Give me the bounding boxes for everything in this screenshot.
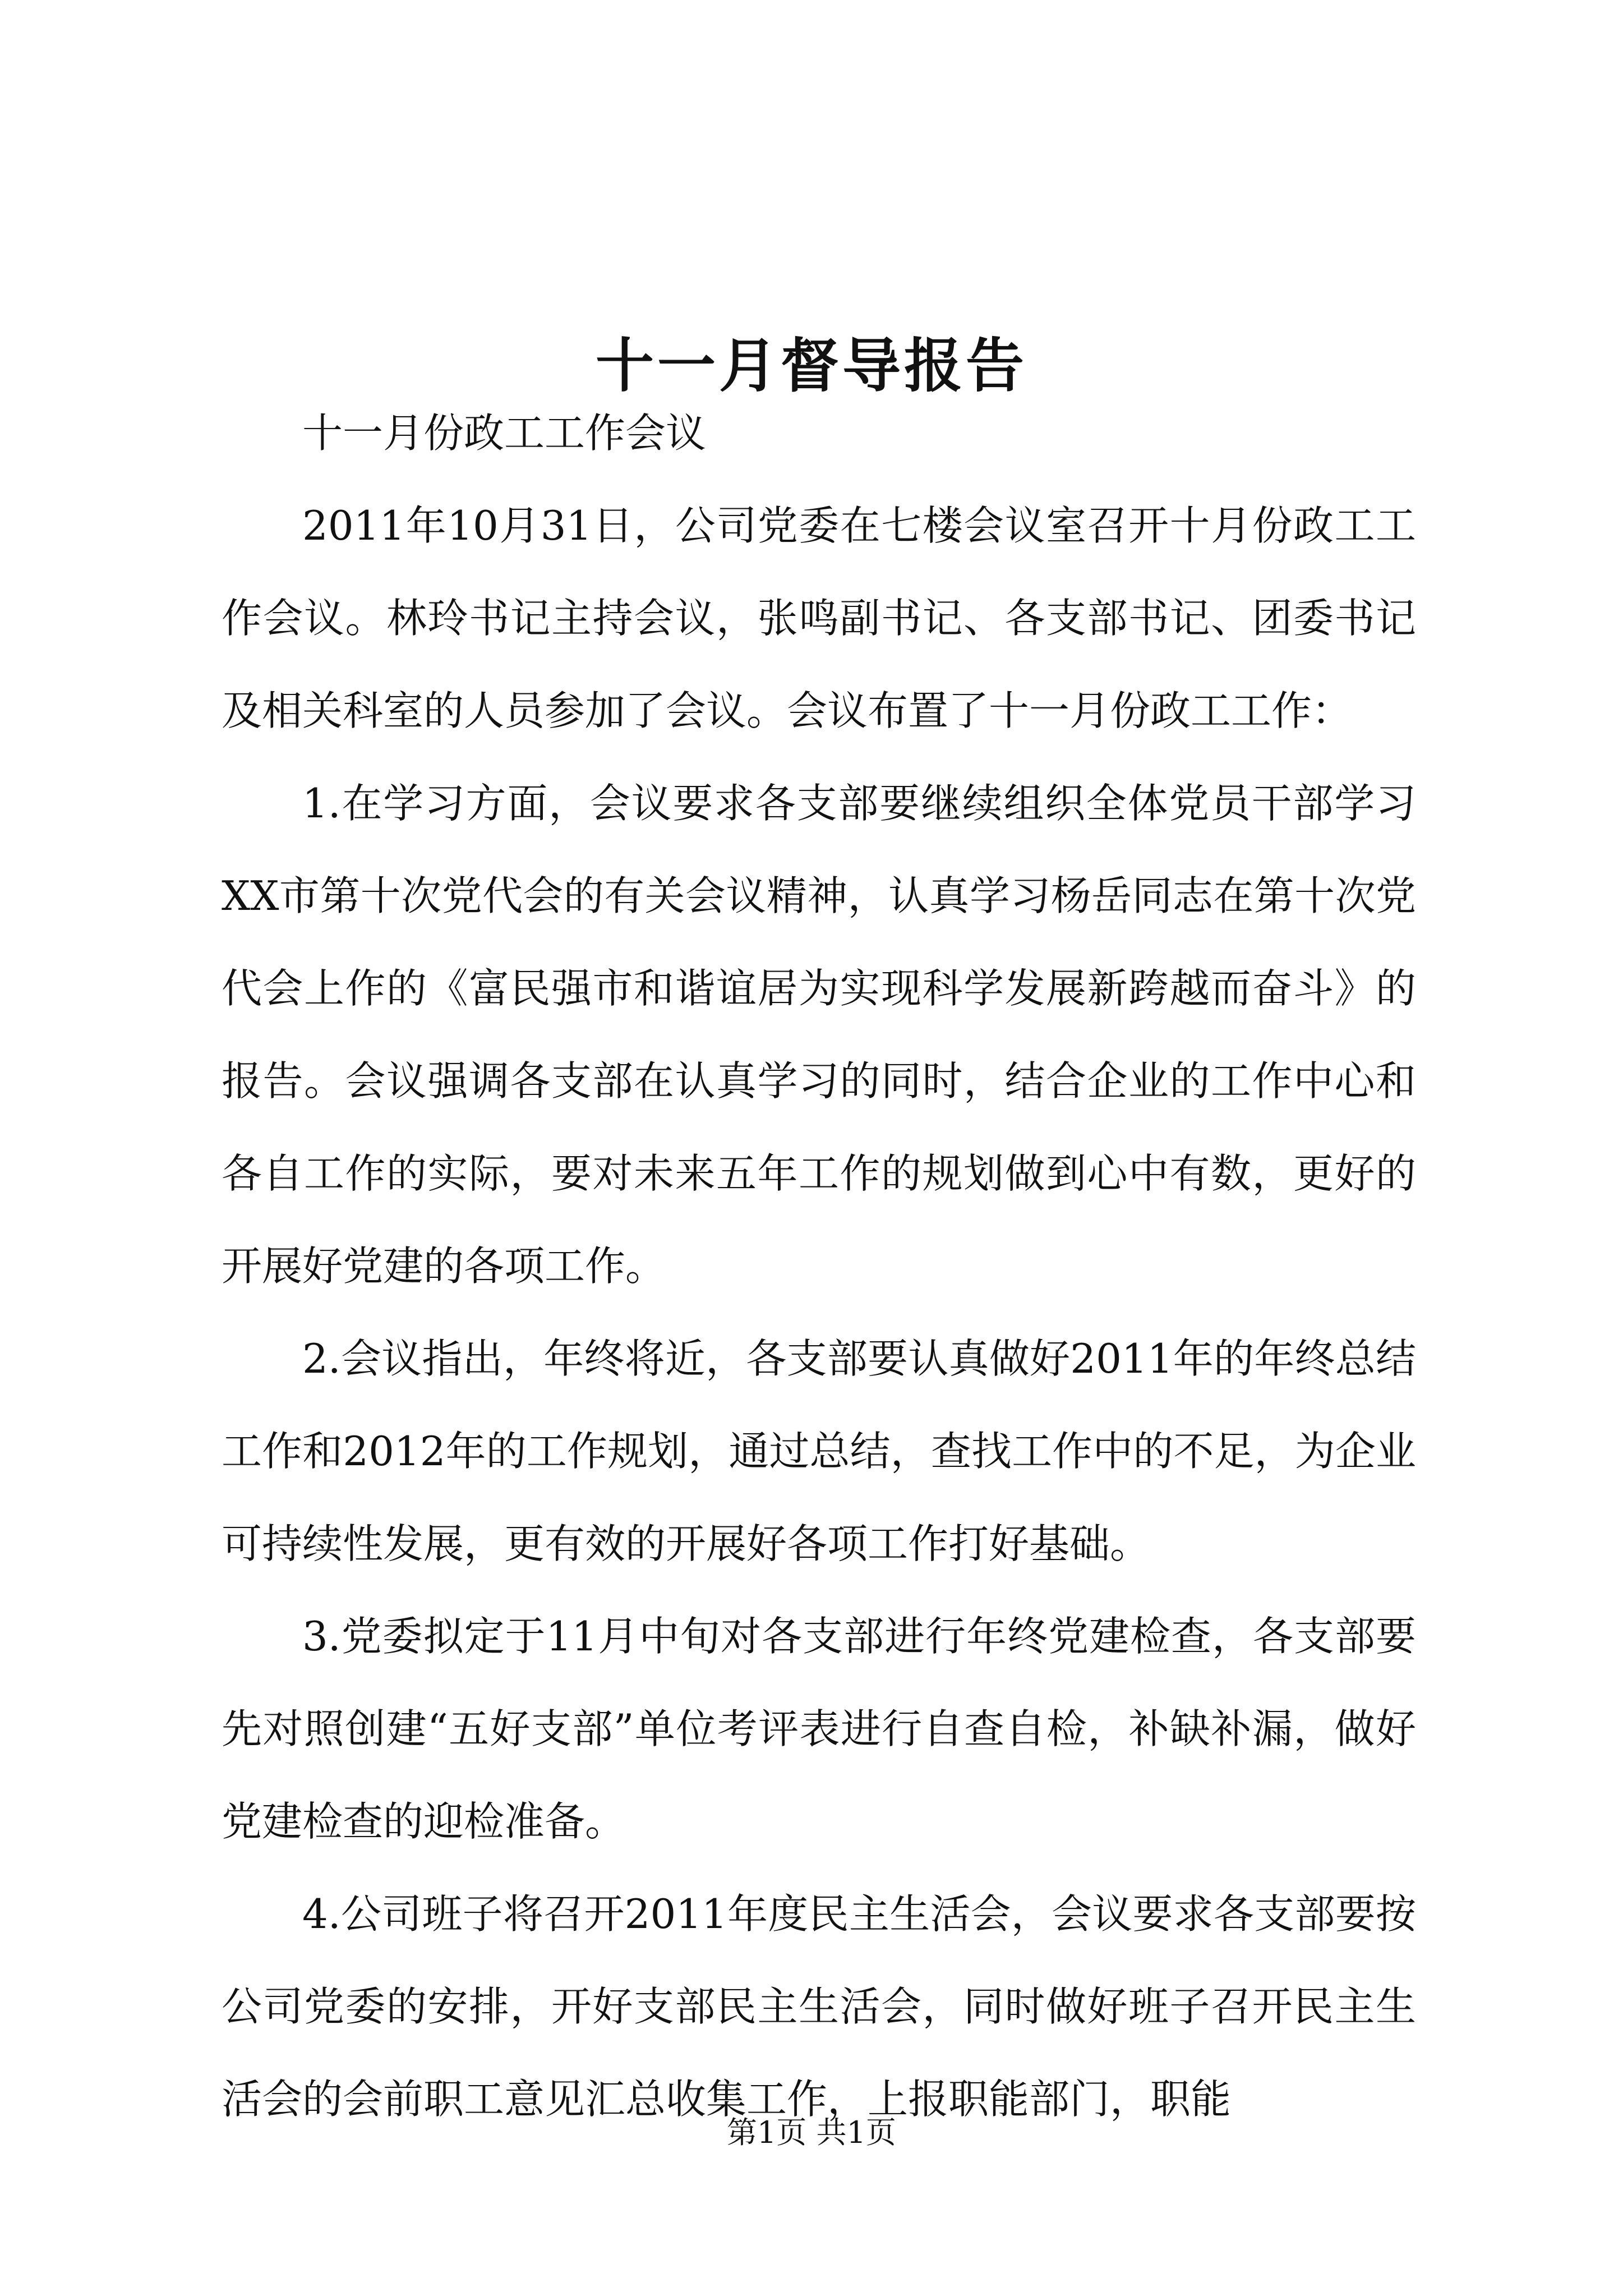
paragraph-item-4: 4.公司班子将召开2011年度民主生活会，会议要求各支部要按公司党委的安排，开好支部民主生活会，同时做好班子召开民主生活会的会前职工意见汇总收集工作，上报职能部门，职能 (222, 1890, 1416, 2123)
document-body (222, 387, 1416, 2146)
section-heading: 十一月份政工工作会议 (302, 409, 707, 457)
page-number-footer: 第1页 共1页 (727, 2115, 896, 2150)
document-title: 十一月督导报告 (595, 330, 1027, 400)
paragraph-item-2: 2.会议指出，年终将近，各支部要认真做好2011年的年终总结工作和2012年的工作规划，通过总结，查找工作中的不足，为企业可持续性发展，更有效的开展好各项工作打好基础。 (222, 1335, 1416, 1567)
paragraph-intro: 2011年10月31日，公司党委在七楼会议室召开十月份政工工作会议。林玲书记主持会议，张鸣副书记、各支部书记、团委书记及相关科室的人员参加了会议。会议布置了十一月份政工工作： (222, 502, 1416, 734)
paragraph-item-1: 1.在学习方面，会议要求各支部要继续组织全体党员干部学习XX市第十次党代会的有关会议精神，认真学习杨岳同志在第十次党代会上作的《富民强市和谐谊居为实现科学发展新跨越而奋斗》的报告。会议强调各支部在认真学习的同时，结合企业的工作中心和各自工作的实际，要对未来五年工作的规划做到心中有数，更好的开展好党建的各项工作。 (222, 780, 1416, 1290)
paragraph-item-3: 3.党委拟定于11月中旬对各支部进行年终党建检查，各支部要先对照创建“五好支部”单位考评表进行自查自检，补缺补漏，做好党建检查的迎检准备。 (222, 1613, 1416, 1845)
